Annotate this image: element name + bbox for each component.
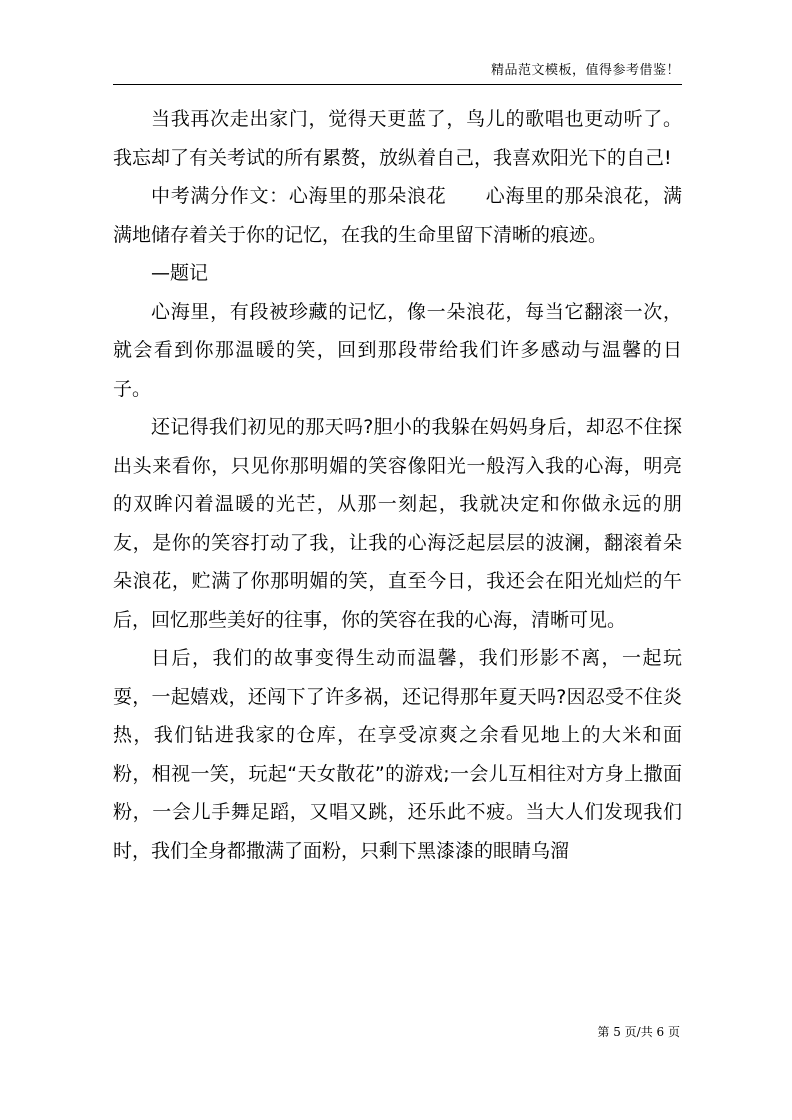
paragraph: 还记得我们初见的那天吗?胆小的我躲在妈妈身后，却忍不住探出头来看你，只见你那明媚的笑容像阳光一般泻入我的心海，明亮的双眸闪着温暖的光芒，从那一刻起，我就决定和你做永远的朋友，是你的笑容打动了我，让我的心海泛起层层的波澜，翻滚着朵朵浪花，贮满了你那明媚的笑，直至今日，我还会在阳光灿烂的午后，回忆那些美好的往事，你的笑容在我的心海，清晰可见。 — [113, 416, 682, 631]
document-body — [113, 100, 682, 870]
paragraph: 当我再次走出家门，觉得天更蓝了，鸟儿的歌唱也更动听了。我忘却了有关考试的所有累赘，放纵着自己，我喜欢阳光下的自己! — [113, 108, 682, 169]
page-header — [113, 60, 682, 85]
page-number: 第 5 页/共 6 页 — [597, 1025, 680, 1039]
paragraph: 日后，我们的故事变得生动而温馨，我们形影不离，一起玩耍，一起嬉戏，还闯下了许多祸，还记得那年夏天吗?因忍受不住炎热，我们钻进我家的仓库，在享受凉爽之余看见地上的大米和面粉，相视一笑，玩起“天女散花”的游戏;一会儿互相往对方身上撒面粉，一会儿手舞足蹈，又唱又跳，还乐此不疲。当大人们发现我们时，我们全身都撒满了面粉，只剩下黑漆漆的眼睛乌溜 — [113, 647, 682, 862]
paragraph: 心海里，有段被珍藏的记忆，像一朵浪花，每当它翻滚一次，就会看到你那温暖的笑，回到那段带给我们许多感动与温馨的日子。 — [113, 300, 682, 400]
paragraph: 中考满分作文：心海里的那朵浪花 心海里的那朵浪花，满满地储存着关于你的记忆，在我的生命里留下清晰的痕迹。 — [113, 185, 682, 246]
paragraph: —题记 — [151, 262, 209, 284]
header-text: 精品范文模板，值得参考借鉴！ — [490, 63, 680, 78]
